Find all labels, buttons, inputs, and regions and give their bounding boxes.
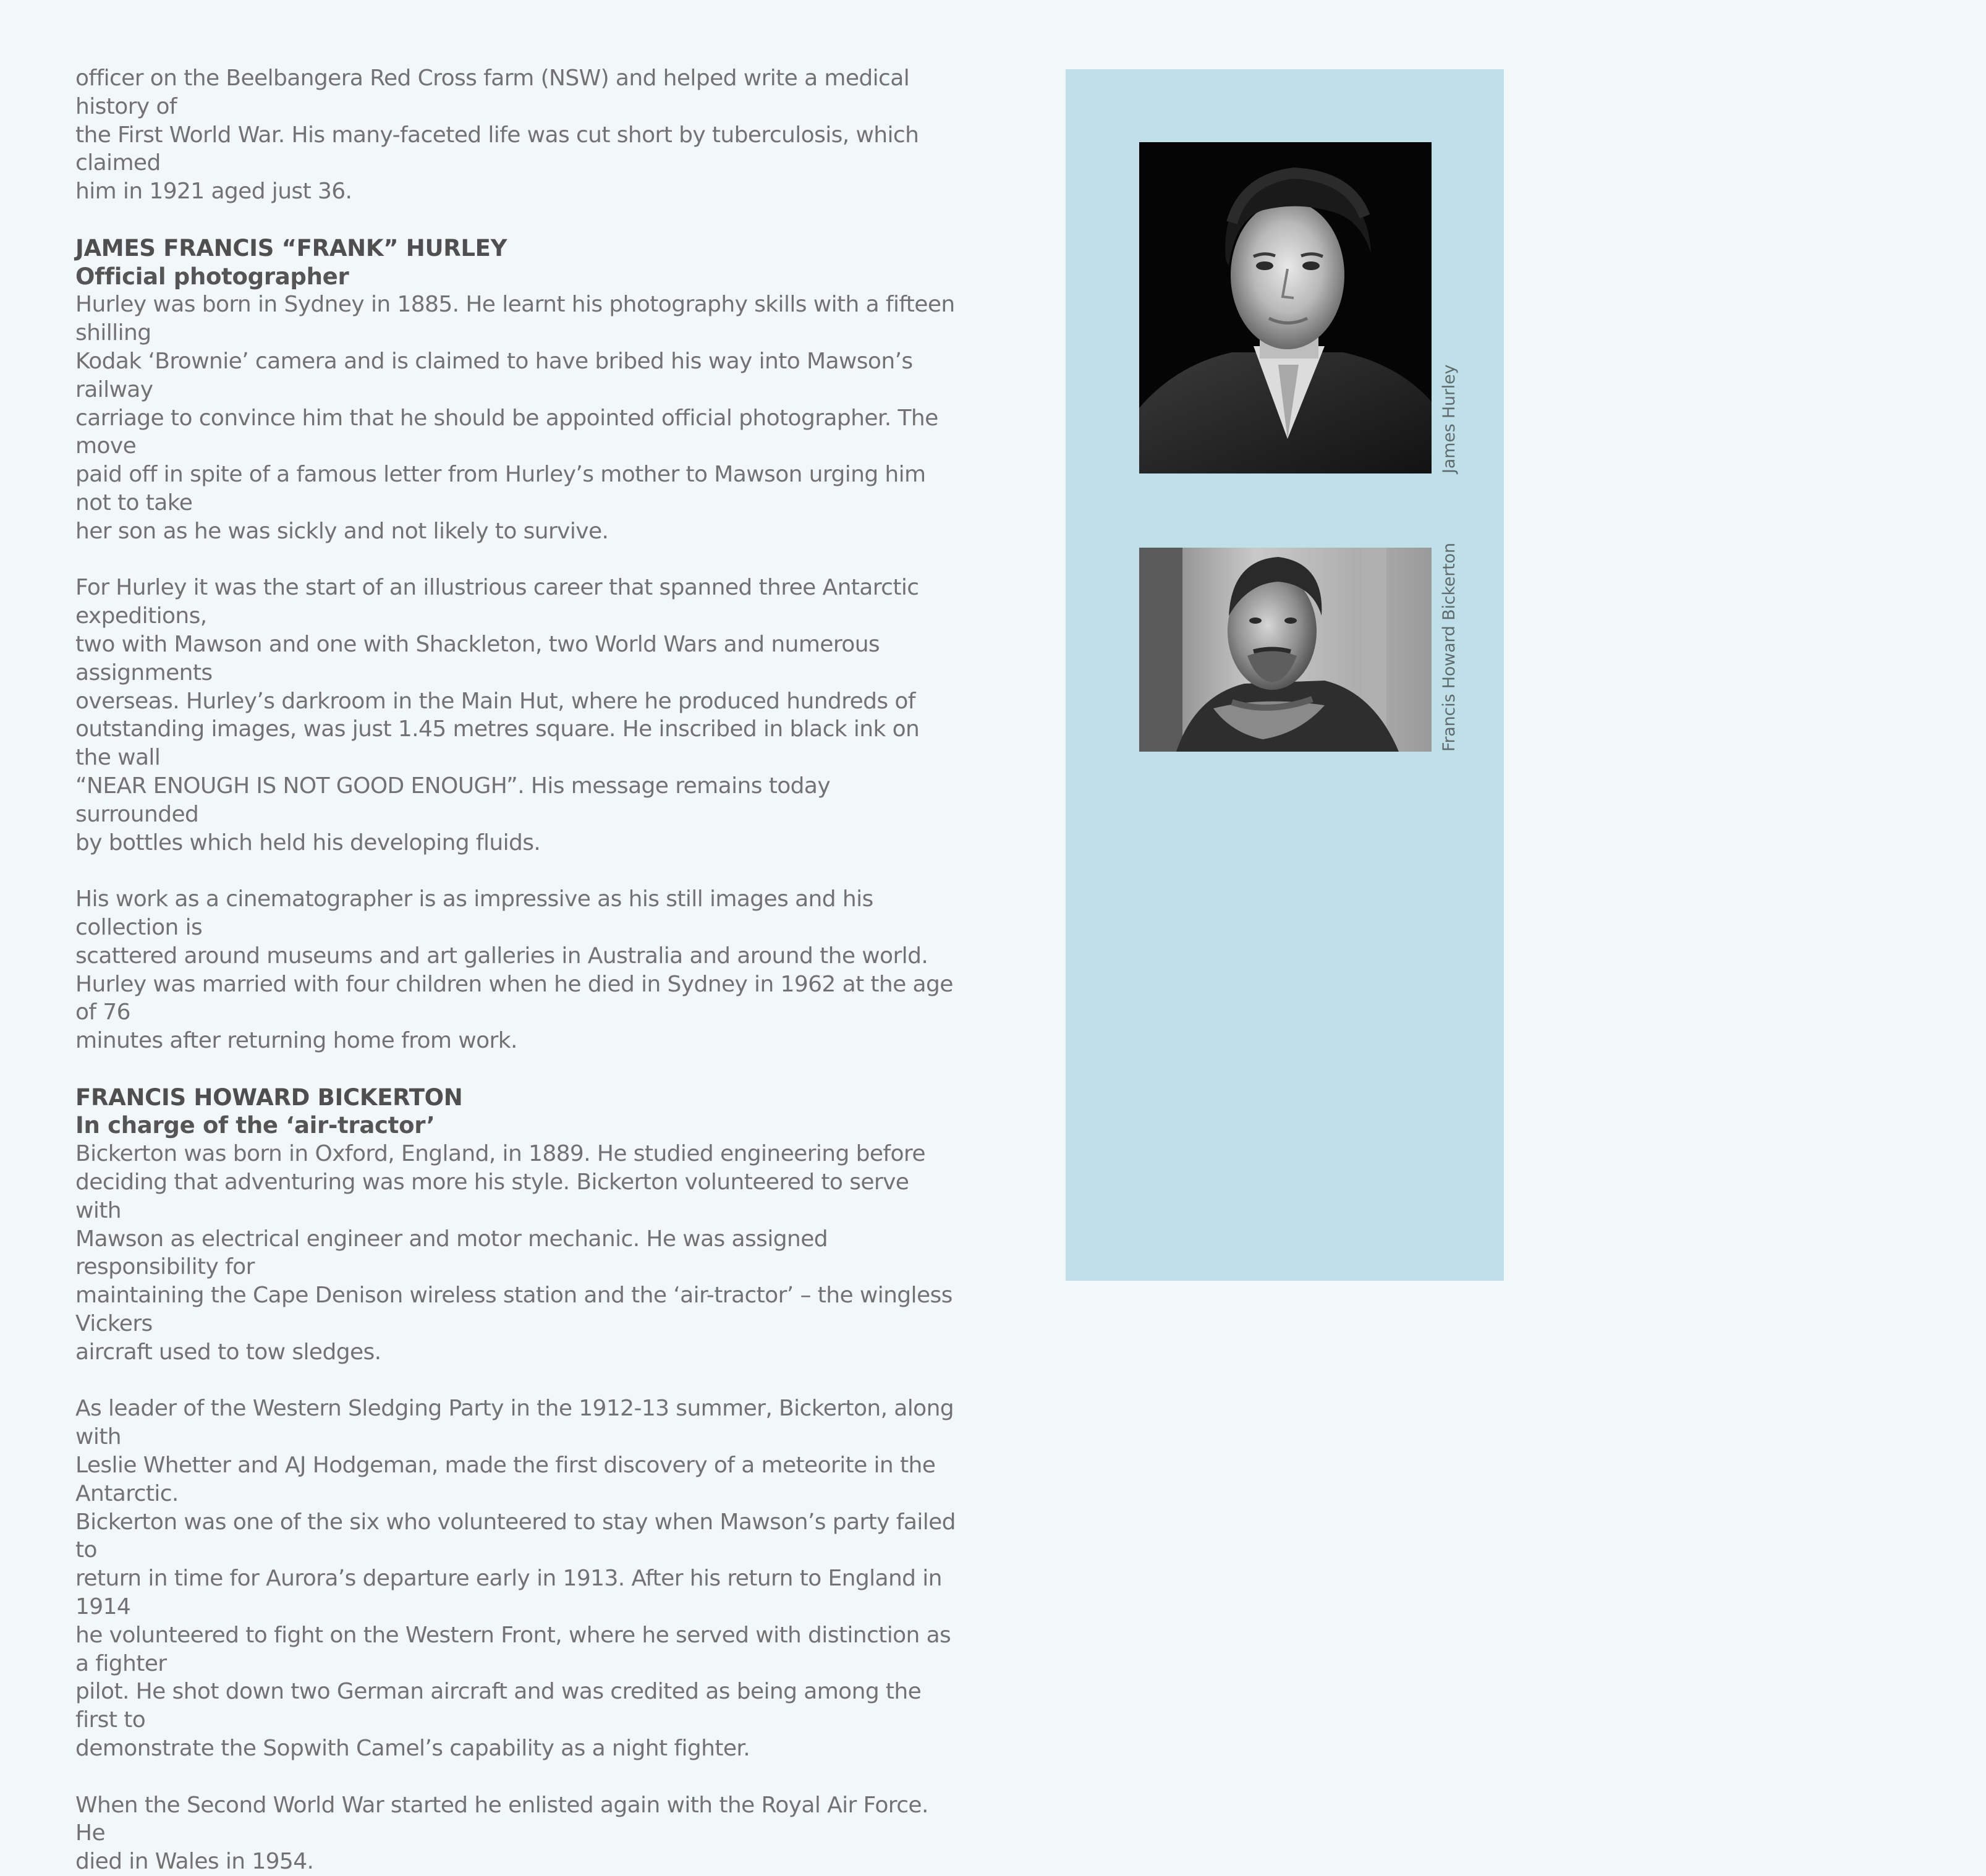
hurley-role: Official photographer [75,263,349,290]
bickerton-paragraph-2: As leader of the Western Sledging Party in the 1912-13 summer, Bickerton, along with Leslie Whetter and AJ Hodgeman, made the first discovery of a meteorite in the Antarctic. Bickerton was one of the six who volunteered to stay when Mawson’s party failed to return in time for Aurora’s departure early in 1913. After his return to England in 1914 he volunteered to fight on the Western Front, where he served with distinction as a fighter pilot. He shot down two German aircraft and was credited as being among the first to demonstrate the Sopwith Camel’s capability as a night fighter. [75,1396,956,1762]
hurley-paragraph-2: For Hurley it was the start of an illustrious career that spanned three Antarctic expeditions, two with Mawson and one with Shackleton, two World Wars and numerous assignments overseas. Hurley’s darkroom in the Main Hut, where he produced hundreds of outstanding images, was just 1.45 metres square. He inscribed in black ink on the wall “NEAR ENOUGH IS NOT GOOD ENOUGH”. His message remains today surrounded by bottles which held his developing fluids. [75,575,920,855]
hurley-portrait-image [1139,142,1432,473]
bickerton-paragraph-3: When the Second World War started he enlisted again with the Royal Air Force. He died in Wales in 1954. [75,1792,928,1875]
bickerton-portrait-photo [1139,548,1432,752]
bickerton-paragraph-1: Bickerton was born in Oxford, England, in 1889. He studied engineering before deciding that adventuring was more his style. Bickerton volunteered to serve with Mawson as electrical engineer and motor mechanic. He was assigned responsibility for maintaining the Cape Denison wireless station and the ‘air-tractor’ – the wingless Vickers aircraft used to tow sledges. [75,1141,953,1365]
hurley-portrait-photo [1139,142,1432,473]
hurley-photo-caption: James Hurley [1440,364,1459,473]
hurley-heading: JAMES FRANCIS “FRANK” HURLEY [75,234,507,261]
bickerton-role: In charge of the ‘air-tractor’ [75,1112,435,1139]
bickerton-photo-caption: Francis Howard Bickerton [1440,543,1459,752]
hurley-paragraph-3: His work as a cinematographer is as impressive as his still images and his collection is scattered around museums and art galleries in Australia and around the world. Hurley was married with four children when he died in Sydney in 1962 at the age of 76 minutes after returning home from work. [75,886,953,1054]
article-text [75,64,959,1876]
bickerton-portrait-image [1139,548,1432,752]
bickerton-heading: FRANCIS HOWARD BICKERTON [75,1084,463,1111]
photo-sidebar [1066,69,1504,1281]
intro-paragraph: officer on the Beelbangera Red Cross farm (NSW) and helped write a medical history of the First World War. His many-faceted life was cut short by tuberculosis, which claimed him in 1921 aged just 36. [75,66,919,205]
hurley-paragraph-1: Hurley was born in Sydney in 1885. He learnt his photography skills with a fifteen shilling Kodak ‘Brownie’ camera and is claimed to have bribed his way into Mawson’s railway carriage to convince him that he should be appointed official photographer. The move paid off in spite of a famous letter from Hurley’s mother to Mawson urging him not to take her son as he was sickly and not likely to survive. [75,292,955,544]
